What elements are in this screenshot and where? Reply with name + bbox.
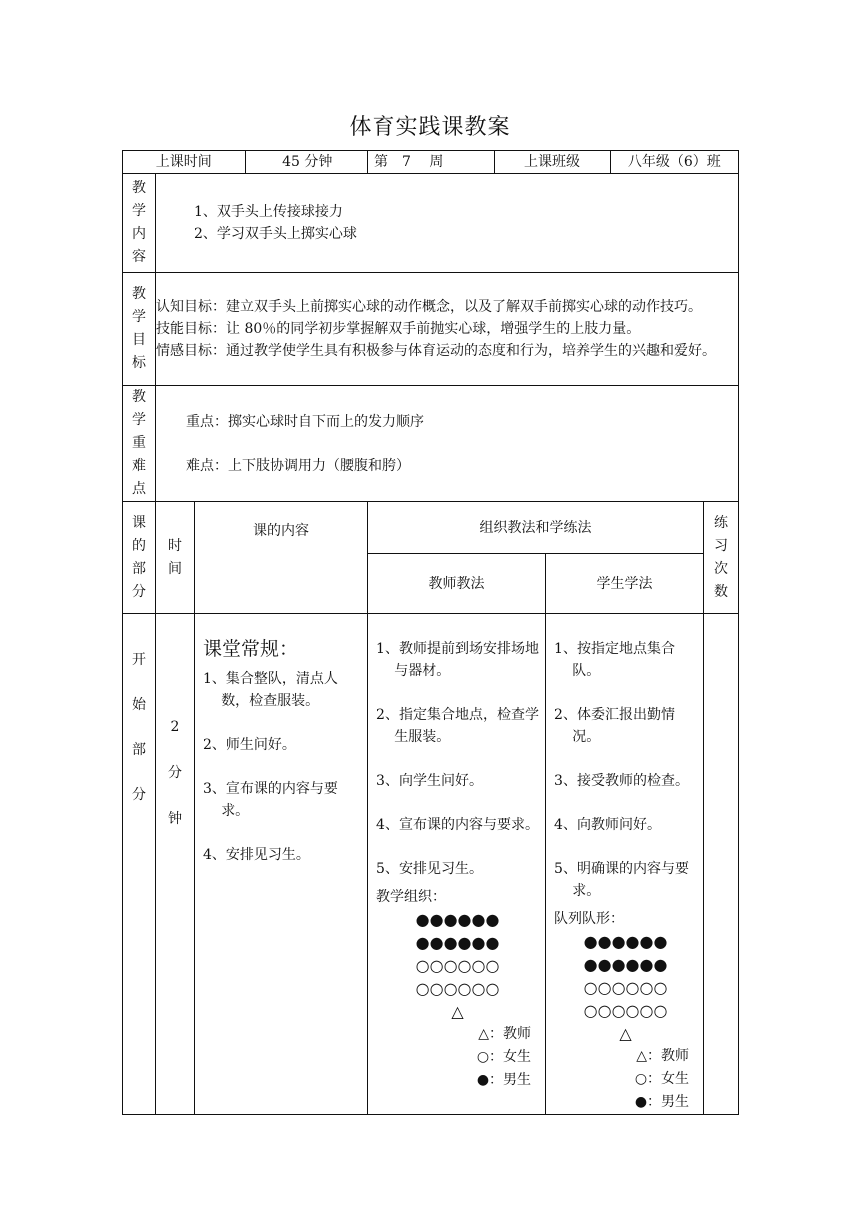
difficult-point: 难点：上下肢协调用力（腰腹和胯） xyxy=(186,457,410,474)
teacher-step: 5、安排见习生。 xyxy=(376,861,483,877)
content-label: 教 学 内 容 xyxy=(123,174,156,273)
col-time-header: 时 间 xyxy=(156,502,195,614)
col-content-header: 课的内容 xyxy=(195,502,368,614)
male-row: ●●●●●● xyxy=(415,910,500,929)
keypoints-label: 教 学 重 难 点 xyxy=(123,386,156,502)
legend-female: ○：女生 xyxy=(634,1071,690,1087)
keypoints-items xyxy=(156,386,739,502)
header-row xyxy=(123,151,739,174)
content-step: 4、安排见习生。 xyxy=(203,847,310,863)
teacher-step: 3、向学生问好。 xyxy=(376,773,483,789)
male-row: ●●●●●● xyxy=(415,933,500,952)
content-step: 1、集合整队，清点人数，检查服装。 xyxy=(203,671,338,709)
teaching-organization-title: 教学组织： xyxy=(376,889,447,905)
male-row: ●●●●●● xyxy=(583,932,668,951)
goals-items xyxy=(156,273,739,386)
header-inner xyxy=(123,151,369,173)
female-row: ○○○○○○ xyxy=(415,979,500,998)
teacher-step: 4、宣布课的内容与要求。 xyxy=(376,817,539,833)
keypoints-row xyxy=(123,386,739,502)
goals-label: 教 学 目 标 xyxy=(123,273,156,386)
content-items xyxy=(156,174,739,273)
page-title: 体育实践课教案 xyxy=(349,115,511,140)
legend-teacher: △：教师 xyxy=(636,1048,690,1064)
teacher-marker: △ xyxy=(619,1024,632,1043)
student-step: 5、明确课的内容与要求。 xyxy=(554,861,689,899)
content-item: 1、双手头上传接球接力 xyxy=(194,204,343,220)
legend-female: ○：女生 xyxy=(476,1049,532,1065)
female-row: ○○○○○○ xyxy=(415,956,500,975)
key-point: 重点：掷实心球时自下而上的发力顺序 xyxy=(186,413,424,430)
goal-affective: 情感目标：通过教学使学生具有积极参与体育运动的态度和行为，培养学生的兴趣和爱好。 xyxy=(156,343,716,359)
week-number: 第 7 周 xyxy=(368,151,494,173)
col-organization-header: 组织教法和学练法 xyxy=(368,502,704,554)
student-step: 4、向教师问好。 xyxy=(554,817,661,833)
legend-teacher: △：教师 xyxy=(478,1026,532,1042)
legend-male: ●：男生 xyxy=(476,1072,532,1088)
col-teacher-header: 教师教法 xyxy=(368,554,546,614)
formation-title: 队列队形： xyxy=(554,911,625,927)
goal-cognitive: 认知目标：建立双手头上前掷实心球的动作概念，以及了解双手前掷实心球的动作技巧。 xyxy=(156,299,702,315)
class-duration: 45 分钟 xyxy=(282,154,333,170)
column-header-row-1 xyxy=(123,502,739,554)
start-part-label: 开 始 部 分 xyxy=(123,614,156,1115)
teacher-marker: △ xyxy=(451,1002,464,1021)
class-name: 八年级（6）班 xyxy=(627,154,721,170)
female-row: ○○○○○○ xyxy=(583,978,668,997)
formation-legend xyxy=(376,1023,539,1092)
student-step: 3、接受教师的检查。 xyxy=(554,773,689,789)
male-row: ●●●●●● xyxy=(583,955,668,974)
col-part-header: 课 的 部 分 xyxy=(123,502,156,614)
col-practice-header: 练 习 次 数 xyxy=(704,502,739,614)
student-step: 1、按指定地点集合队。 xyxy=(554,641,675,679)
lesson-plan-table xyxy=(122,150,739,1115)
female-row: ○○○○○○ xyxy=(583,1001,668,1020)
content-item: 2、学习双手头上掷实心球 xyxy=(194,226,357,242)
header-inner-right xyxy=(368,151,738,173)
teacher-methods xyxy=(368,614,546,1115)
content-row xyxy=(123,174,739,273)
start-time: 2 分 钟 xyxy=(156,614,195,1115)
student-methods xyxy=(546,614,704,1115)
start-practice-count xyxy=(704,614,739,1115)
teacher-step: 1、教师提前到场安排场地与器材。 xyxy=(376,641,539,679)
col-student-header: 学生学法 xyxy=(546,554,704,614)
teacher-step: 2、指定集合地点，检查学生服装。 xyxy=(376,707,539,745)
formation-legend xyxy=(554,1045,697,1114)
goals-row xyxy=(123,273,739,386)
label-class-time: 上课时间 xyxy=(123,151,245,173)
content-step: 3、宣布课的内容与要求。 xyxy=(203,781,338,819)
goal-skill: 技能目标：让 80％的同学初步掌握解双手前抛实心球，增强学生的上肢力量。 xyxy=(156,321,641,337)
formation-diagram-teacher xyxy=(376,908,539,1023)
legend-male: ●：男生 xyxy=(634,1094,690,1110)
start-section-row xyxy=(123,614,739,1115)
start-content xyxy=(195,614,368,1115)
routine-title: 课堂常规： xyxy=(203,638,299,660)
formation-diagram-student xyxy=(554,930,697,1045)
label-class-group: 上课班级 xyxy=(494,151,610,173)
content-step: 2、师生问好。 xyxy=(203,737,296,753)
student-step: 2、体委汇报出勤情况。 xyxy=(554,707,675,745)
